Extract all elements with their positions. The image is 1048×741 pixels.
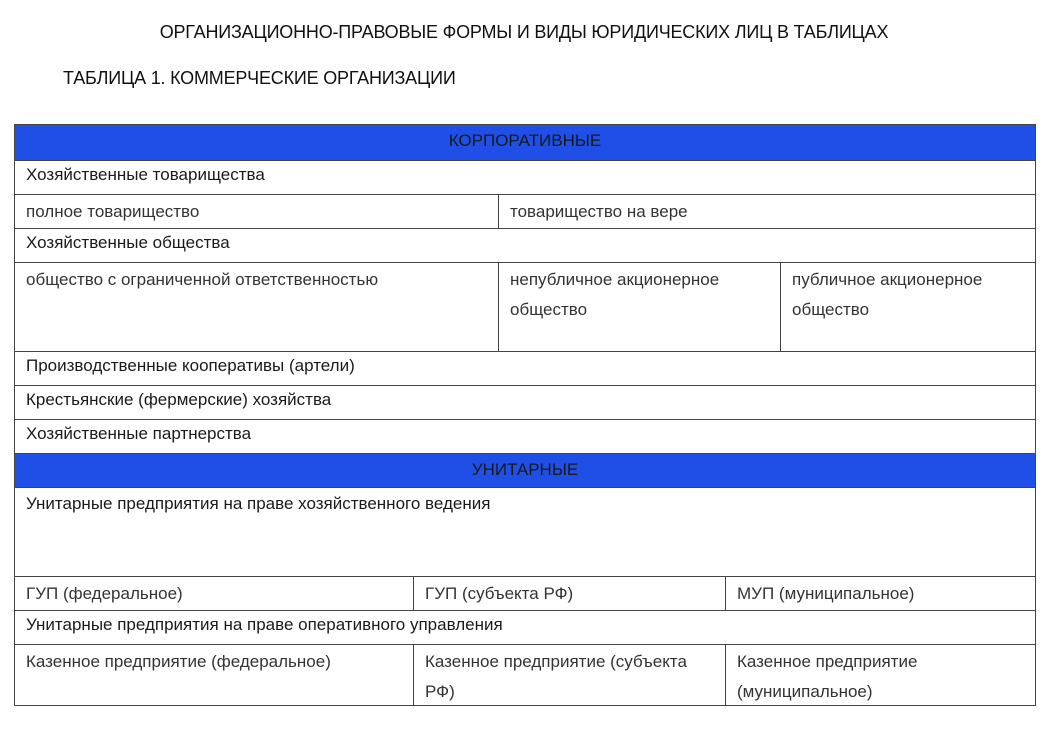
cell-nonpublic-jsc: непубличное акционерное общество bbox=[498, 263, 780, 351]
farms-heading: Крестьянские (фермерские) хозяйства bbox=[26, 390, 332, 409]
row-unitary-economic-types bbox=[15, 576, 1035, 610]
row-economic-partnerships bbox=[15, 419, 1035, 453]
row-companies bbox=[15, 228, 1035, 262]
page-title: ОРГАНИЗАЦИОННО-ПРАВОВЫЕ ФОРМЫ И ВИДЫ ЮРИДИЧЕСКИХ ЛИЦ В ТАБЛИЦАХ bbox=[159, 22, 889, 42]
row-state-enterprises bbox=[15, 644, 1035, 705]
row-cooperatives bbox=[15, 351, 1035, 385]
cooperatives-heading: Производственные кооперативы (артели) bbox=[26, 356, 355, 375]
row-farms bbox=[15, 385, 1035, 419]
row-partnership-types bbox=[15, 194, 1035, 228]
cell-gup-subject: ГУП (субъекта РФ) bbox=[413, 577, 725, 610]
row-company-types bbox=[15, 262, 1035, 351]
table-title: ТАБЛИЦА 1. КОММЕРЧЕСКИЕ ОРГАНИЗАЦИИ bbox=[63, 68, 456, 88]
cell-public-jsc: публичное акционерное общество bbox=[780, 263, 1035, 351]
cell-mup: МУП (муниципальное) bbox=[725, 577, 1035, 610]
unitary-economic-heading: Унитарные предприятия на праве хозяйственного ведения bbox=[26, 494, 491, 513]
cell-state-federal: Казенное предприятие (федеральное) bbox=[26, 652, 331, 671]
commercial-organizations-table bbox=[14, 124, 1036, 706]
cell-state-subject: Казенное предприятие (субъекта РФ) bbox=[413, 645, 725, 705]
band-unitary bbox=[15, 453, 1035, 487]
band-corporate bbox=[15, 125, 1035, 160]
cell-state-municipal: Казенное предприятие (муниципальное) bbox=[725, 645, 1035, 705]
cell-gup-federal: ГУП (федеральное) bbox=[26, 584, 183, 603]
cell-full-partnership: полное товарищество bbox=[26, 202, 200, 221]
cell-llc: общество с ограниченной ответственностью bbox=[26, 270, 379, 289]
partnerships-heading: Хозяйственные товарищества bbox=[26, 165, 265, 184]
band-unitary-label: УНИТАРНЫЕ bbox=[471, 460, 579, 479]
row-unitary-operational bbox=[15, 610, 1035, 644]
companies-heading: Хозяйственные общества bbox=[26, 233, 230, 252]
cell-limited-partnership: товарищество на вере bbox=[498, 195, 1035, 228]
band-corporate-label: КОРПОРАТИВНЫЕ bbox=[448, 131, 602, 150]
economic-partnerships-heading: Хозяйственные партнерства bbox=[26, 424, 252, 443]
row-partnerships bbox=[15, 160, 1035, 194]
row-unitary-economic bbox=[15, 487, 1035, 576]
unitary-operational-heading: Унитарные предприятия на праве оперативного управления bbox=[26, 615, 503, 634]
